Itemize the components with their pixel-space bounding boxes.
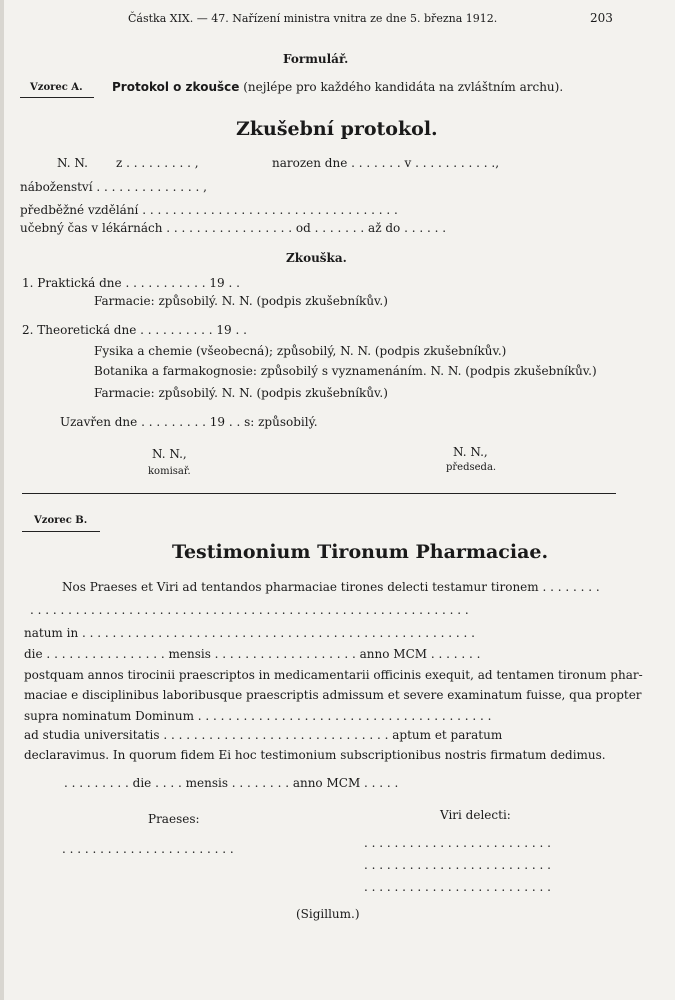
testimonium-p2: . . . . . . . . . . . . . . . . . . . . . . . . . . . . . . . . . . . . . . . . . . . . . . . . . . . . . . . . . . [30, 603, 469, 617]
exam-heading: Zkouška. [286, 251, 347, 265]
testimonium-p8: ad studia universitatis . . . . . . . . . . . . . . . . . . . . . . . . . . . . . . aptum et paratum [24, 728, 503, 742]
practical-line: 1. Praktická dne . . . . . . . . . . . 19 . . [22, 276, 240, 290]
testimonium-p4: die . . . . . . . . . . . . . . . . mensis . . . . . . . . . . . . . . . . . . . anno MCM . . . . . . . [24, 647, 481, 661]
signature-chairman-name: N. N., [453, 445, 488, 459]
sample-a-underline [20, 97, 94, 98]
running-head: Částka XIX. — 47. Nařízení ministra vnitra ze dne 5. března 1912. [128, 12, 498, 25]
signature-chairman-role: předseda. [446, 462, 497, 473]
testimonium-p6: maciae e disciplinibus laboribusque praescriptis admissum et severe examinatum fuisse, qua propter [24, 688, 642, 702]
viri-label: Viri delecti: [440, 808, 511, 822]
signature-commissioner-role: komisař. [148, 466, 191, 477]
closed-line: Uzavřen dne . . . . . . . . . 19 . . s: způsobilý. [60, 415, 318, 429]
preliminary-line: předběžné vzdělání . . . . . . . . . . . . . . . . . . . . . . . . . . . . . . . . . . [20, 203, 398, 217]
section-label: Formulář. [283, 52, 349, 66]
testimonium-p1: Nos Praeses et Viri ad tentandos pharmaciae tirones delecti testamur tironem . . . . . . . . [62, 580, 600, 594]
protocol-title: Protokol o zkoušce [112, 80, 240, 94]
line-name: N. N. [57, 156, 88, 170]
protocol-heading: Zkušební protokol. [236, 118, 438, 140]
line-from: z . . . . . . . . . , [116, 156, 199, 170]
testimonium-heading: Testimonium Tironum Pharmaciae. [172, 541, 549, 563]
sample-a-label: Vzorec A. [30, 82, 83, 93]
theoretical-line: 2. Theoretická dne . . . . . . . . . . 19 . . [22, 323, 247, 337]
protocol-note: (nejlépe pro každého kandidáta na zvláštním archu). [243, 80, 564, 94]
sample-b-label: Vzorec B. [34, 515, 88, 526]
sample-b-underline [22, 531, 100, 532]
theoretical-botany: Botanika a farmakognosie: způsobilý s vyznamenáním. N. N. (podpis zkušebníkův.) [94, 364, 597, 378]
testimonium-p7: supra nominatum Dominum . . . . . . . . . . . . . . . . . . . . . . . . . . . . . . . . . . . . . . . [24, 709, 492, 723]
religion-line: náboženství . . . . . . . . . . . . . . , [20, 180, 207, 194]
theoretical-physics: Fysika a chemie (všeobecná); způsobilý, N. N. (podpis zkušebníkův.) [94, 344, 507, 358]
viri-signature-dots-1: . . . . . . . . . . . . . . . . . . . . . . . . . [364, 836, 551, 850]
line-born: narozen dne . . . . . . . v . . . . . . . . . . ., [272, 156, 500, 170]
praeses-label: Praeses: [148, 812, 200, 826]
practical-sub: Farmacie: způsobilý. N. N. (podpis zkušebníkův.) [94, 294, 388, 308]
testimonium-p5: postquam annos tirocinii praescriptos in medicamentarii officinis exequit, ad tentamen tironum phar- [24, 668, 643, 682]
viri-signature-dots-3: . . . . . . . . . . . . . . . . . . . . . . . . . [364, 880, 551, 894]
testimonium-p3: natum in . . . . . . . . . . . . . . . . . . . . . . . . . . . . . . . . . . . . . . . . . . . . . . . . . . . . [24, 626, 475, 640]
testimonium-p9: declaravimus. In quorum fidem Ei hoc testimonium subscriptionibus nostris firmatum dedimus. [24, 748, 606, 762]
section-divider [22, 493, 616, 494]
apprentice-line: učebný čas v lékárnách . . . . . . . . . . . . . . . . . od . . . . . . . až do . . . . . . [20, 221, 447, 235]
signature-commissioner-name: N. N., [152, 447, 187, 461]
scan-edge [0, 0, 4, 1000]
page-number: 203 [590, 11, 613, 25]
protocol-line [112, 80, 563, 94]
viri-signature-dots-2: . . . . . . . . . . . . . . . . . . . . . . . . . [364, 858, 551, 872]
praeses-signature-dots: . . . . . . . . . . . . . . . . . . . . . . . [62, 842, 234, 856]
theoretical-pharmacy: Farmacie: způsobilý. N. N. (podpis zkušebníkův.) [94, 386, 388, 400]
testimonium-date-line: . . . . . . . . . die . . . . mensis . . . . . . . . anno MCM . . . . . [64, 776, 399, 790]
sigillum: (Sigillum.) [296, 907, 360, 921]
